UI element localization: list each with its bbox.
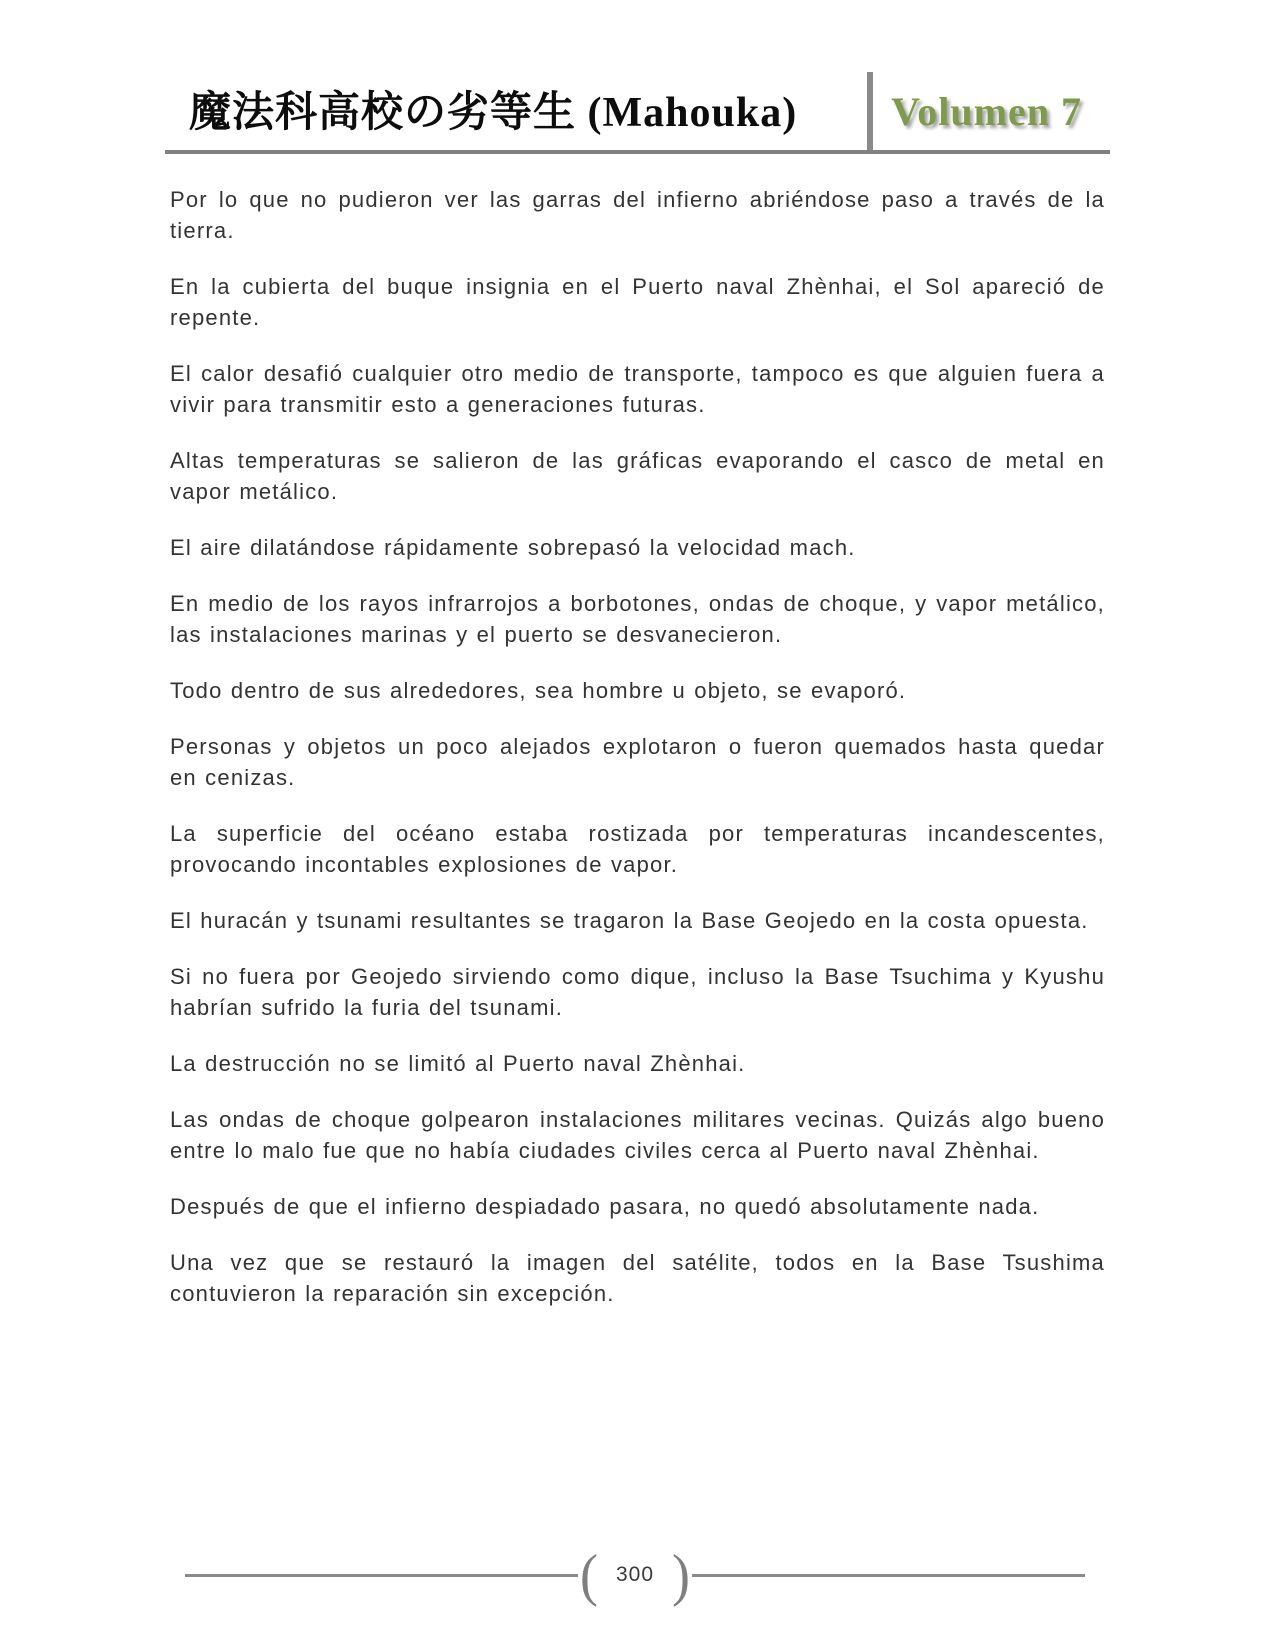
paragraph: La superficie del océano estaba rostizada por temperaturas incandescentes, provocando incontables explosiones de vapor. [170, 821, 1105, 877]
footer-rule-right [692, 1574, 1085, 1577]
page-number-bracket-right-icon: ) [672, 1542, 691, 1608]
paragraph: Una vez que se restauró la imagen del satélite, todos en la Base Tsushima contuvieron la reparación sin excepción. [170, 1250, 1105, 1306]
paragraph: El huracán y tsunami resultantes se tragaron la Base Geojedo en la costa opuesta. [170, 908, 1089, 933]
paragraph-list [170, 184, 1105, 1309]
paragraph: Las ondas de choque golpearon instalaciones militares vecinas. Quizás algo bueno entre lo malo fue que no había ciudades civiles cerca al Puerto naval Zhènhai. [170, 1107, 1105, 1163]
paragraph: Por lo que no pudieron ver las garras del infierno abriéndose paso a través de la tierra. [170, 187, 1105, 243]
paragraph: El calor desafió cualquier otro medio de transporte, tampoco es que alguien fuera a vivir para transmitir esto a generaciones futuras. [170, 361, 1105, 417]
paragraph: Después de que el infierno despiadado pasara, no quedó absolutamente nada. [170, 1194, 1040, 1219]
page-body [170, 184, 1105, 1309]
paragraph: Personas y objetos un poco alejados explotaron o fueron quemados hasta quedar en cenizas. [170, 734, 1105, 790]
paragraph: Altas temperaturas se salieron de las gráficas evaporando el casco de metal en vapor metálico. [170, 448, 1105, 504]
page-title: 魔法科高校の劣等生 (Mahouka) [189, 90, 798, 136]
header-row [165, 72, 1110, 142]
page-footer [185, 1542, 1085, 1608]
paragraph: Si no fuera por Geojedo sirviendo como dique, incluso la Base Tsuchima y Kyushu habrían sufrido la furia del tsunami. [170, 964, 1105, 1020]
page-number: 300 [615, 1563, 655, 1586]
volume-label: Volumen 7 [891, 89, 1082, 134]
paragraph: En la cubierta del buque insignia en el Puerto naval Zhènhai, el Sol apareció de repente. [170, 274, 1105, 330]
footer-rule-left [185, 1574, 578, 1577]
page-number-bracket-left-icon: ( [580, 1542, 598, 1608]
paragraph: Todo dentro de sus alrededores, sea hombre u objeto, se evaporó. [170, 678, 907, 703]
page-header [165, 0, 1110, 154]
paragraph: La destrucción no se limitó al Puerto naval Zhènhai. [170, 1051, 746, 1076]
header-rule [165, 150, 1110, 154]
paragraph: El aire dilatándose rápidamente sobrepasó la velocidad mach. [170, 535, 856, 560]
paragraph: En medio de los rayos infrarrojos a borbotones, ondas de choque, y vapor metálico, las instalaciones marinas y el puerto se desvanecieron. [170, 591, 1105, 647]
